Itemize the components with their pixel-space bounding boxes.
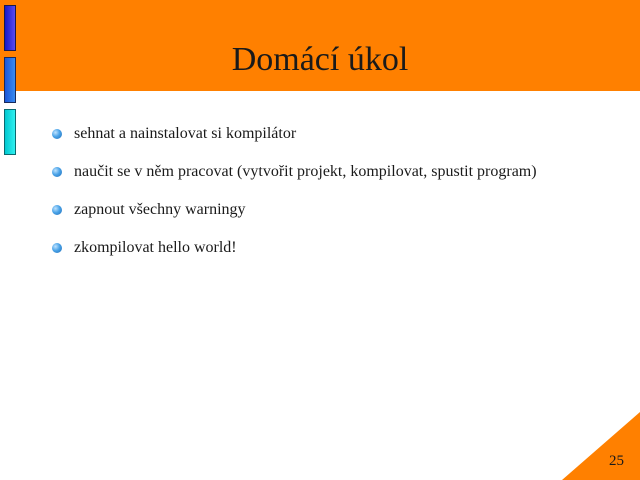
page-number: 25 (609, 453, 624, 469)
slide-title: Domácí úkol (231, 41, 409, 78)
bullet-list (52, 115, 537, 267)
bullet-icon (52, 205, 62, 215)
list-item (52, 191, 537, 229)
bullet-text: sehnat a nainstalovat si kompilátor (74, 125, 297, 142)
list-item (52, 229, 537, 267)
corner-triangle (562, 412, 640, 480)
bullet-text: naučit se v něm pracovat (vytvořit projekt, kompilovat, spustit program) (74, 163, 537, 180)
side-bar-cyan (4, 109, 16, 155)
bullet-icon (52, 129, 62, 139)
list-item (52, 153, 537, 191)
bullet-icon (52, 243, 62, 253)
bullet-text: zapnout všechny warningy (74, 201, 246, 218)
list-item (52, 115, 537, 153)
bullet-text: zkompilovat hello world! (74, 239, 237, 256)
bullet-icon (52, 167, 62, 177)
